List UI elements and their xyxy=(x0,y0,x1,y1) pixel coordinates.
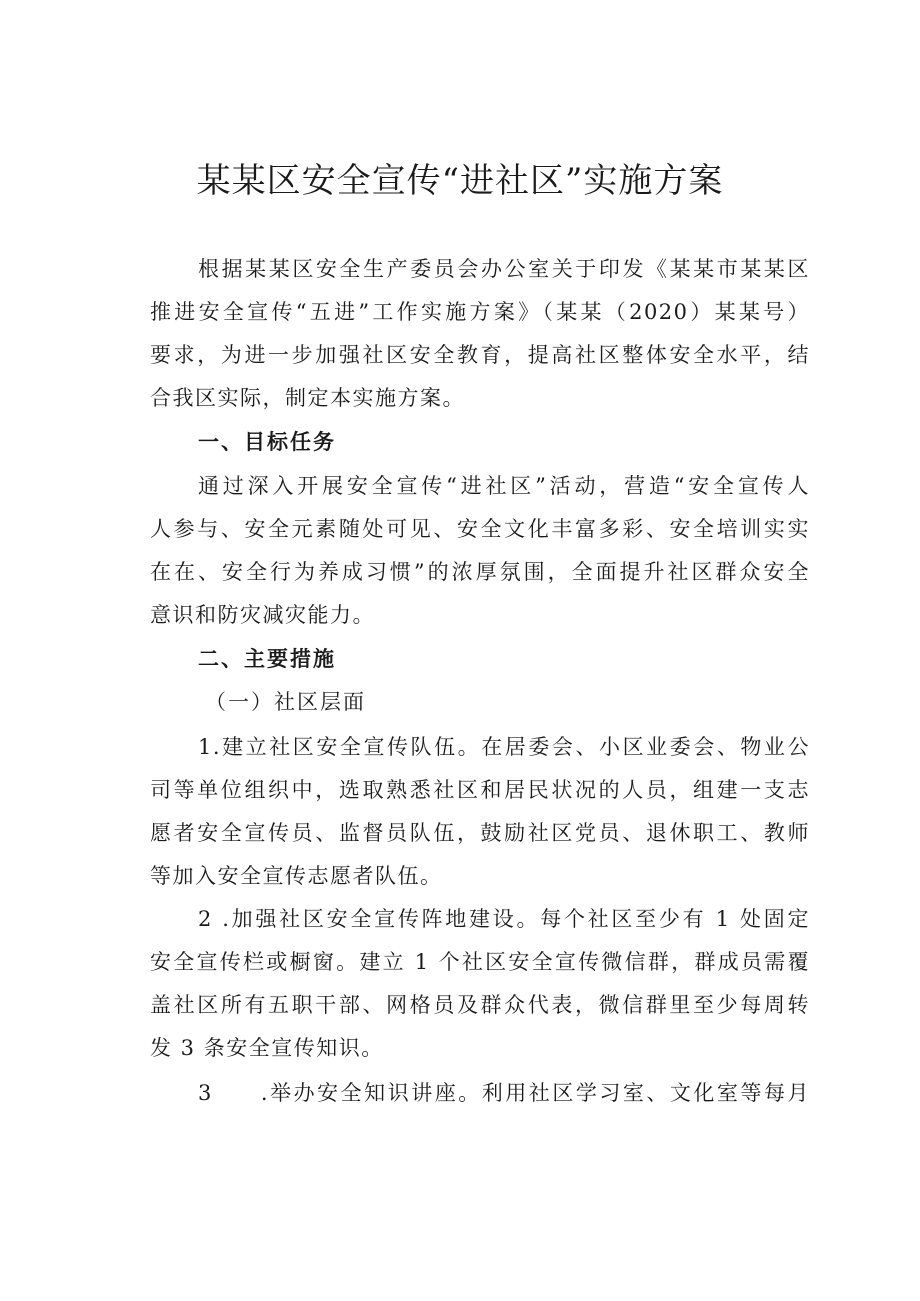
section-heading: 一、目标任务 xyxy=(198,430,336,454)
paragraph-line: 推进安全宣传“五进”工作实施方案》（某某（2020）某某号） xyxy=(150,300,810,324)
paragraph-line: 要求，为进一步加强社区安全教育，提高社区整体安全水平，结 xyxy=(150,343,810,367)
paragraph-line: 安全宣传栏或橱窗。建立 1 个社区安全宣传微信群，群成员需覆 xyxy=(150,950,810,974)
sub-heading: （一）社区层面 xyxy=(205,690,366,714)
paragraph-line: 人参与、安全元素随处可见、安全文化丰富多彩、安全培训实实 xyxy=(150,517,810,541)
paragraph-line: 2 .加强社区安全宣传阵地建设。每个社区至少有 1 处固定 xyxy=(198,907,810,931)
paragraph-line: 根据某某区安全生产委员会办公室关于印发《某某市某某区 xyxy=(198,257,810,281)
paragraph-line: 通过深入开展安全宣传“进社区”活动，营造“安全宣传人 xyxy=(198,474,810,498)
paragraph-line: 等加入安全宣传志愿者队伍。 xyxy=(150,864,443,888)
paragraph-line: 3 .举办安全知识讲座。利用社区学习室、文化室等每月 xyxy=(198,1081,810,1105)
paragraph-line: 发 3 条安全宣传知识。 xyxy=(150,1036,384,1060)
document-title: 某某区安全宣传“进社区”实施方案 xyxy=(196,161,724,201)
paragraph-line: 合我区实际，制定本实施方案。 xyxy=(150,386,465,410)
paragraph-line: 愿者安全宣传员、监督员队伍，鼓励社区党员、退休职工、教师 xyxy=(150,821,810,845)
section-heading: 二、主要措施 xyxy=(198,647,336,671)
paragraph-line: 在在、安全行为养成习惯”的浓厚氛围，全面提升社区群众安全 xyxy=(150,560,810,584)
paragraph-line: 司等单位组织中，选取熟悉社区和居民状况的人员，组建一支志 xyxy=(150,778,810,802)
paragraph-line: 盖社区所有五职干部、网格员及群众代表，微信群里至少每周转 xyxy=(150,993,810,1017)
paragraph-line: 1.建立社区安全宣传队伍。在居委会、小区业委会、物业公 xyxy=(198,735,810,759)
paragraph-line: 意识和防灾减灾能力。 xyxy=(150,603,375,627)
